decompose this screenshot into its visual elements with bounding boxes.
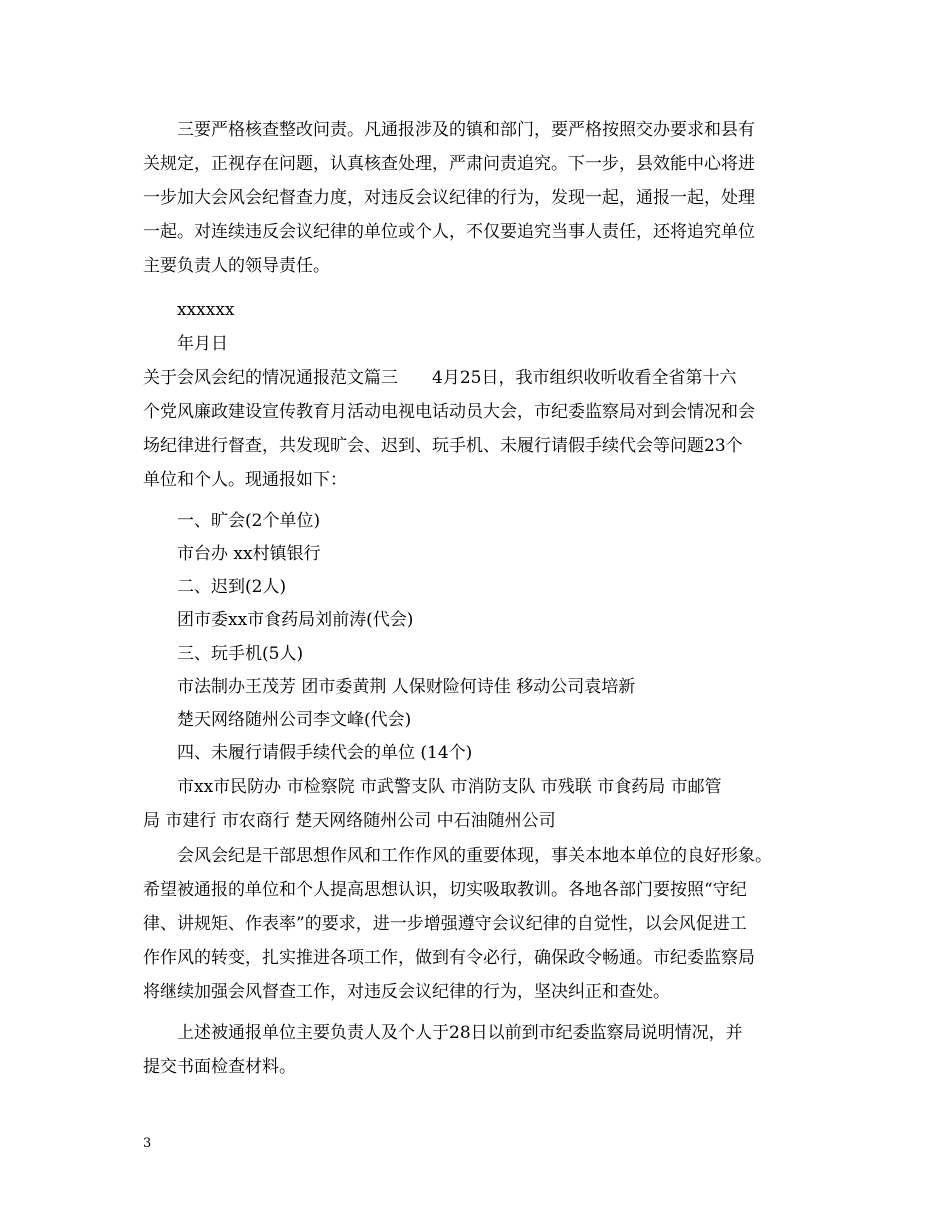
paragraph-line: 律、讲规矩、作表率”的要求，进一步增强遵守会议纪律的自觉性，以会风促进工 <box>143 914 747 934</box>
list-content: 楚天网络随州公司李文峰(代会) <box>177 710 412 730</box>
list-content: 市法制办王茂芳 团市委黄荆 人保财险何诗佳 移动公司袁培新 <box>177 677 636 697</box>
paragraph-line: 上述被通报单位主要负责人及个人于28日以前到市纪委监察局说明情况，并 <box>177 1023 743 1043</box>
list-content: 团市委xx市食药局刘前涛(代会) <box>177 610 414 630</box>
signature: xxxxxx <box>177 300 235 320</box>
paragraph-line: 三要严格核查整改问责。凡通报涉及的镇和部门，要严格按照交办要求和县有 <box>177 120 755 140</box>
paragraph-line: 个党风廉政建设宣传教育月活动电视电话动员大会，市纪委监察局对到会情况和会 <box>143 402 755 422</box>
paragraph-line: 将继续加强会风督查工作，对违反会议纪律的行为，坚决纠正和查处。 <box>143 982 670 1002</box>
list-heading: 四、未履行请假手续代会的单位 (14个) <box>177 743 473 763</box>
list-heading: 二、迟到(2人) <box>177 577 287 597</box>
paragraph-line: 作作风的转变，扎实推进各项工作，做到有令必行，确保政令畅通。市纪委监察局 <box>143 948 755 968</box>
paragraph-line: 会风会纪是干部思想作风和工作作风的重要体现，事关本地本单位的良好形象。 <box>177 846 772 866</box>
paragraph-line: 主要负责人的领导责任。 <box>143 256 330 276</box>
list-content: 市台办 xx村镇银行 <box>177 544 321 564</box>
list-heading: 三、玩手机(5人) <box>177 644 304 664</box>
paragraph-line: 希望被通报的单位和个人提高思想认识，切实吸取教训。各地各部门要按照“守纪 <box>143 880 747 900</box>
date-line: 年月日 <box>177 334 228 354</box>
paragraph-line: 关规定，正视存在问题，认真核查处理，严肃问责追究。下一步，县效能中心将进 <box>143 154 755 174</box>
list-heading: 一、旷会(2个单位) <box>177 511 321 531</box>
page-number: 3 <box>143 1136 152 1151</box>
list-content: 市xx市民防办 市检察院 市武警支队 市消防支队 市残联 市食药局 市邮管 <box>177 777 722 797</box>
paragraph-line: 场纪律进行督查，共发现旷会、迟到、玩手机、未履行请假手续代会等问题23个 <box>143 436 743 456</box>
paragraph-line: 提交书面检查材料。 <box>143 1057 296 1077</box>
paragraph-line: 一起。对连续违反会议纪律的单位或个人，不仅要追究当事人责任，还将追究单位 <box>143 222 755 242</box>
paragraph-line: 单位和个人。现通报如下： <box>143 470 347 490</box>
section-title-line: 关于会风会纪的情况通报范文篇三 4月25日，我市组织收听收看全省第十六 <box>143 368 737 388</box>
list-content: 局 市建行 市农商行 楚天网络随州公司 中石油随州公司 <box>143 811 556 831</box>
paragraph-line: 一步加大会风会纪督查力度，对违反会议纪律的行为，发现一起，通报一起，处理 <box>143 188 755 208</box>
